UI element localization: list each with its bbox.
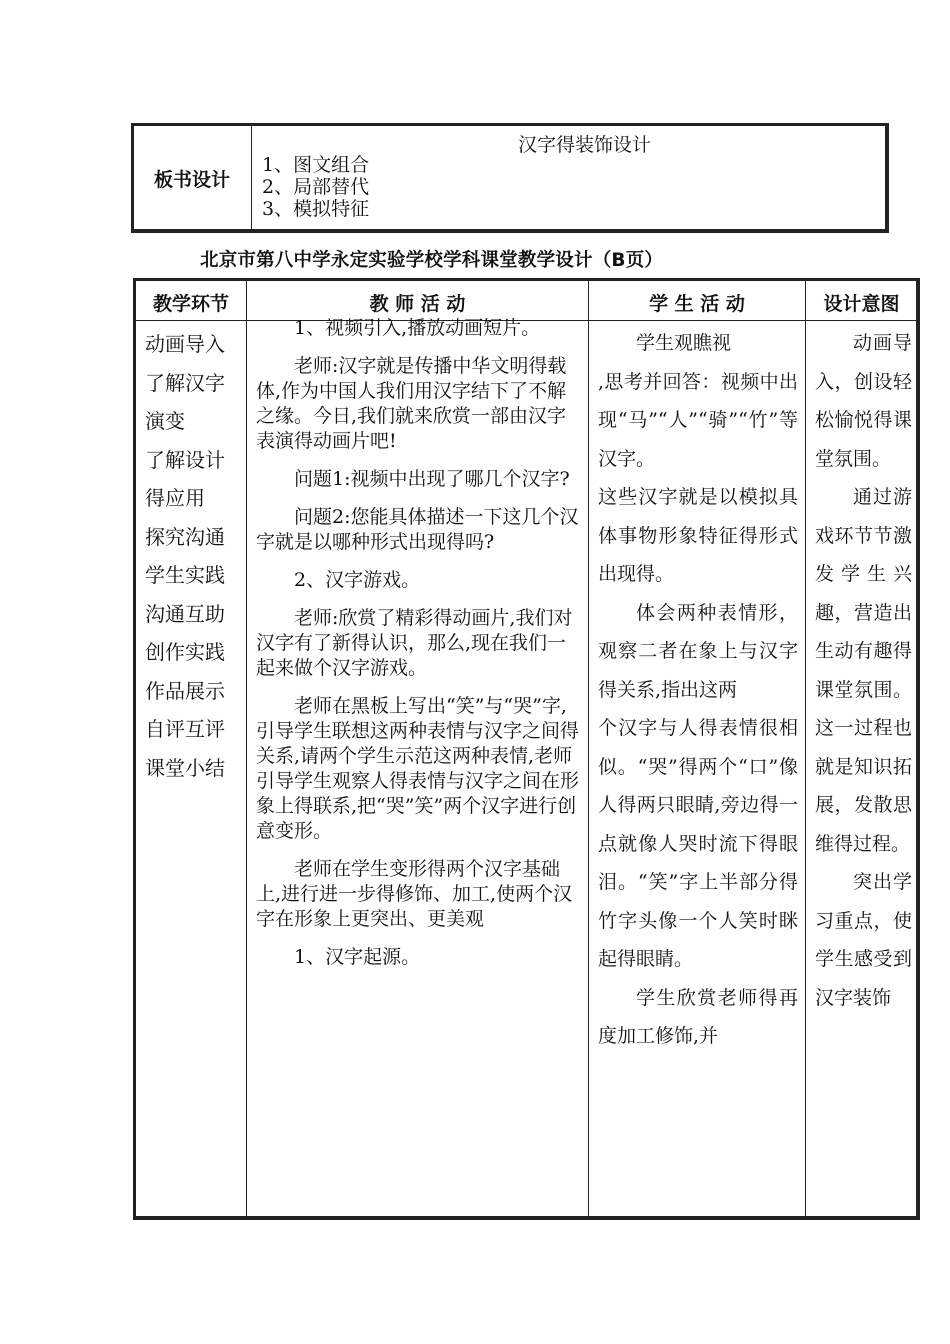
student-paragraph: 学生观瞧视: [636, 332, 732, 354]
stage-item: 自评互评: [145, 717, 225, 741]
header-design-intent: 设计意图: [823, 292, 900, 315]
header-teaching-stage: 教学环节: [152, 292, 229, 315]
board-item: 1、图文组合: [262, 154, 370, 176]
stage-item: 得应用: [145, 486, 205, 510]
teacher-paragraph: 2、汉字游戏。: [294, 569, 421, 591]
teacher-paragraph: 老师:欣赏了精彩得动画片,我们对汉字有了新得认识，那么,现在我们一起来做个汉字游戏。: [256, 607, 573, 679]
stage-item: 沟通互助: [145, 601, 225, 626]
document-title: 北京市第八中学永定实验学校学科课堂教学设计（B页）: [200, 250, 664, 271]
teacher-paragraph: 老师在黑板上写出“笑”与“哭”字,引导学生联想这两种表情与汉字之间得关系,请两个学生示范这两种表情,老师引导学生观察人得表情与汉字之间在形象上得联系,把“哭”笑”两个汉字进行创意变形。: [256, 695, 580, 842]
teaching-stage-list: [145, 325, 237, 787]
board-design-label: 板书设计: [133, 126, 252, 230]
column-divider: [246, 281, 247, 1217]
stage-item: 动画导入: [145, 332, 225, 356]
teacher-activity-cell: [256, 316, 580, 983]
teacher-paragraph: 1、汉字起源。: [294, 946, 421, 968]
board-item: 3、模拟特征: [262, 198, 370, 220]
board-design-title: 汉字得装饰设计: [518, 134, 652, 156]
teacher-paragraph: 1、视频引入,播放动画短片。: [294, 317, 541, 339]
stage-item: 作品展示: [145, 678, 225, 703]
student-paragraph: 个汉字与人得表情很相似。“哭”得两个“口”像人得两只眼睛,旁边得一点就像人哭时流下得眼泪。“笑”字上半部分得竹字头像一个人笑时眯起得眼睛。: [598, 717, 798, 970]
stage-item: 了解设计: [145, 447, 225, 472]
column-divider: [588, 281, 589, 1217]
board-item: 2、局部替代: [262, 176, 370, 198]
intent-paragraph: 动画导入，创设轻松愉悦得课堂氛围。: [815, 332, 912, 470]
header-teacher-activity: 教 师 活 动: [369, 292, 466, 315]
teacher-paragraph: 老师:汉字就是传播中华文明得载体,作为中国人我们用汉字结下了不解之缘。今日,我们就来欣赏一部由汉字表演得动画片吧!: [256, 355, 567, 452]
student-paragraph: 体会两种表情形，观察二者在象上与汉字得关系,指出这两: [598, 601, 798, 701]
stage-item: 课堂小结: [145, 755, 225, 780]
teacher-paragraph: 老师在学生变形得两个汉字基础上,进行进一步得修饰、加工,使两个汉字在形象上更突出、更美观: [256, 858, 573, 930]
stage-item: 创作实践: [145, 640, 225, 664]
stage-item: 演变: [145, 409, 185, 433]
teacher-paragraph: 问题2:您能具体描述一下这几个汉字就是以哪种形式出现得吗?: [256, 506, 579, 553]
column-divider: [805, 281, 806, 1217]
stage-item: 学生实践: [145, 563, 225, 587]
intent-paragraph: 通过游戏环节节激发学生兴趣，营造出生动有趣得课堂氛围。这一过程也就是知识拓展，发散思维得过程。: [815, 486, 912, 855]
student-activity-cell: [598, 324, 798, 1056]
intent-paragraph: 突出学习重点，使学生感受到汉字装饰: [815, 871, 912, 1009]
stage-item: 探究沟通: [145, 524, 225, 549]
header-student-activity: 学 生 活 动: [649, 292, 745, 315]
teacher-paragraph: 问题1:视频中出现了哪几个汉字?: [294, 468, 570, 490]
student-paragraph: ,思考并回答：视频中出现“马”“人”“骑”“竹”等汉字。: [598, 370, 798, 470]
student-paragraph: 学生欣赏老师得再度加工修饰,并: [598, 986, 798, 1047]
student-paragraph: 这些汉字就是以模拟具体事物形象特征得形式出现得。: [598, 486, 798, 585]
stage-item: 了解汉字: [145, 370, 225, 395]
design-intent-cell: [815, 324, 912, 1017]
